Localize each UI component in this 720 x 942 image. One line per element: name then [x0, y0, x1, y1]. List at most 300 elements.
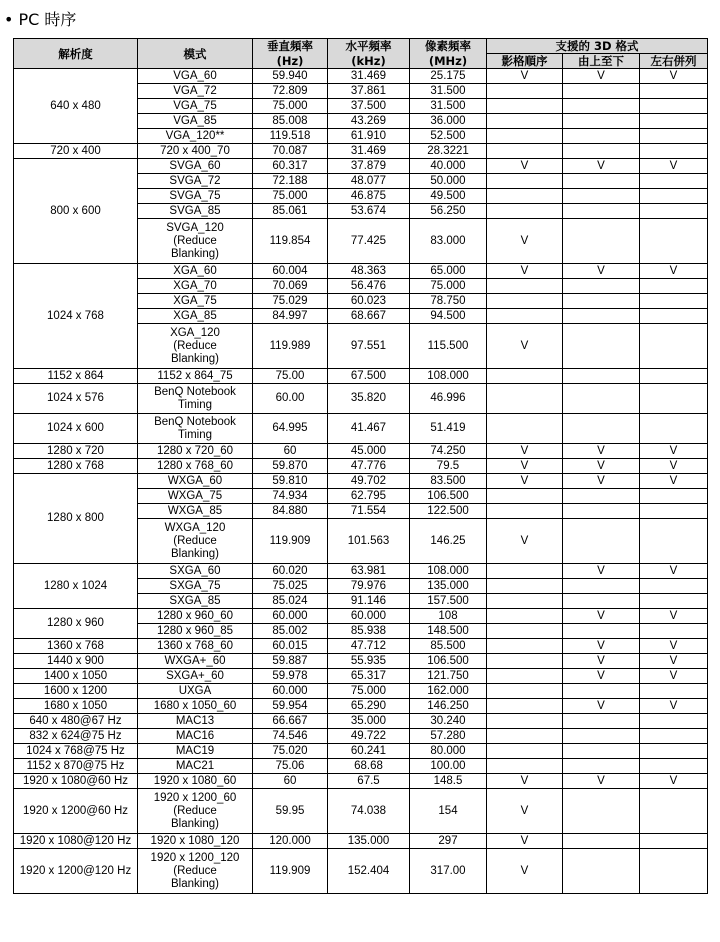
horizontal-frequency-cell: 31.469 [328, 144, 410, 159]
table-row [14, 144, 708, 159]
horizontal-frequency-cell: 56.476 [328, 279, 410, 294]
top-bottom-cell [563, 789, 640, 834]
top-bottom-cell [563, 849, 640, 894]
frame-sequential-cell [487, 669, 563, 684]
mode-cell: UXGA [138, 684, 253, 699]
mode-cell: XGA_70 [138, 279, 253, 294]
pixel-frequency-cell: 122.500 [410, 504, 487, 519]
vertical-frequency-cell: 85.008 [253, 114, 328, 129]
vertical-frequency-cell: 60.000 [253, 684, 328, 699]
frame-sequential-cell [487, 684, 563, 699]
vertical-frequency-cell: 85.002 [253, 624, 328, 639]
horizontal-frequency-cell: 67.5 [328, 774, 410, 789]
horizontal-frequency-cell: 68.68 [328, 759, 410, 774]
side-by-side-cell [640, 789, 708, 834]
frame-sequential-cell: V [487, 519, 563, 564]
frame-sequential-cell [487, 639, 563, 654]
frame-sequential-cell: V [487, 444, 563, 459]
side-by-side-cell: V [640, 774, 708, 789]
pixel-frequency-cell: 100.00 [410, 759, 487, 774]
frame-sequential-cell [487, 714, 563, 729]
top-bottom-cell [563, 384, 640, 414]
vertical-frequency-cell: 60.00 [253, 384, 328, 414]
pixel-frequency-cell: 108 [410, 609, 487, 624]
table-row [14, 369, 708, 384]
horizontal-frequency-cell: 65.290 [328, 699, 410, 714]
table-row [14, 789, 708, 834]
horizontal-frequency-cell: 31.469 [328, 69, 410, 84]
table-row [14, 69, 708, 84]
vertical-frequency-cell: 85.024 [253, 594, 328, 609]
frame-sequential-cell [487, 489, 563, 504]
pixel-frequency-cell: 30.240 [410, 714, 487, 729]
mode-cell: WXGA_75 [138, 489, 253, 504]
pc-timing-table [13, 38, 708, 894]
mode-cell: 1280 x 720_60 [138, 444, 253, 459]
top-bottom-cell: V [563, 159, 640, 174]
header-horizontal-frequency: 水平頻率 [328, 39, 410, 54]
top-bottom-cell: V [563, 444, 640, 459]
top-bottom-cell [563, 144, 640, 159]
horizontal-frequency-cell: 43.269 [328, 114, 410, 129]
vertical-frequency-cell: 74.934 [253, 489, 328, 504]
header-vertical-frequency: 垂直頻率 [253, 39, 328, 54]
mode-cell: MAC16 [138, 729, 253, 744]
resolution-cell: 1920 x 1080@60 Hz [14, 774, 138, 789]
top-bottom-cell [563, 174, 640, 189]
frame-sequential-cell [487, 99, 563, 114]
top-bottom-cell [563, 369, 640, 384]
resolution-cell: 1920 x 1200@120 Hz [14, 849, 138, 894]
mode-cell: 1360 x 768_60 [138, 639, 253, 654]
pixel-frequency-cell: 106.500 [410, 654, 487, 669]
vertical-frequency-cell: 119.854 [253, 219, 328, 264]
table-row [14, 414, 708, 444]
horizontal-frequency-cell: 37.861 [328, 84, 410, 99]
mode-cell: SVGA_72 [138, 174, 253, 189]
top-bottom-cell [563, 624, 640, 639]
mode-cell: MAC13 [138, 714, 253, 729]
header-top-bottom: 由上至下 [563, 54, 640, 69]
horizontal-frequency-cell: 55.935 [328, 654, 410, 669]
resolution-cell: 1280 x 1024 [14, 564, 138, 609]
pixel-frequency-cell: 56.250 [410, 204, 487, 219]
top-bottom-cell [563, 279, 640, 294]
top-bottom-cell: V [563, 459, 640, 474]
side-by-side-cell [640, 384, 708, 414]
horizontal-frequency-cell: 35.000 [328, 714, 410, 729]
pixel-frequency-cell: 25.175 [410, 69, 487, 84]
horizontal-frequency-cell: 45.000 [328, 444, 410, 459]
vertical-frequency-cell: 59.887 [253, 654, 328, 669]
horizontal-frequency-cell: 135.000 [328, 834, 410, 849]
top-bottom-cell: V [563, 609, 640, 624]
side-by-side-cell [640, 489, 708, 504]
frame-sequential-cell [487, 579, 563, 594]
vertical-frequency-cell: 59.95 [253, 789, 328, 834]
side-by-side-cell [640, 579, 708, 594]
vertical-frequency-cell: 119.518 [253, 129, 328, 144]
pixel-frequency-cell: 146.250 [410, 699, 487, 714]
pixel-frequency-cell: 85.500 [410, 639, 487, 654]
frame-sequential-cell: V [487, 159, 563, 174]
vertical-frequency-cell: 64.995 [253, 414, 328, 444]
table-row [14, 714, 708, 729]
frame-sequential-cell: V [487, 264, 563, 279]
resolution-cell: 1280 x 960 [14, 609, 138, 639]
top-bottom-cell [563, 129, 640, 144]
pixel-frequency-cell: 51.419 [410, 414, 487, 444]
pixel-frequency-cell: 83.500 [410, 474, 487, 489]
frame-sequential-cell [487, 129, 563, 144]
vertical-frequency-cell: 75.020 [253, 744, 328, 759]
resolution-cell: 1024 x 768@75 Hz [14, 744, 138, 759]
mode-cell: SVGA_120 (Reduce Blanking) [138, 219, 253, 264]
frame-sequential-cell: V [487, 219, 563, 264]
vertical-frequency-cell: 60.020 [253, 564, 328, 579]
vertical-frequency-cell: 75.000 [253, 99, 328, 114]
table-row [14, 444, 708, 459]
pixel-frequency-cell: 106.500 [410, 489, 487, 504]
frame-sequential-cell [487, 144, 563, 159]
top-bottom-cell [563, 489, 640, 504]
vertical-frequency-cell: 84.997 [253, 309, 328, 324]
top-bottom-cell [563, 324, 640, 369]
mode-cell: 1920 x 1080_120 [138, 834, 253, 849]
frame-sequential-cell [487, 294, 563, 309]
top-bottom-cell: V [563, 264, 640, 279]
top-bottom-cell: V [563, 669, 640, 684]
vertical-frequency-cell: 70.087 [253, 144, 328, 159]
frame-sequential-cell: V [487, 774, 563, 789]
mode-cell: WXGA_60 [138, 474, 253, 489]
horizontal-frequency-cell: 101.563 [328, 519, 410, 564]
pixel-frequency-cell: 115.500 [410, 324, 487, 369]
vertical-frequency-cell: 75.00 [253, 369, 328, 384]
pixel-frequency-cell: 28.3221 [410, 144, 487, 159]
vertical-frequency-cell: 119.989 [253, 324, 328, 369]
vertical-frequency-cell: 60.000 [253, 609, 328, 624]
side-by-side-cell [640, 174, 708, 189]
vertical-frequency-cell: 72.188 [253, 174, 328, 189]
pixel-frequency-cell: 148.5 [410, 774, 487, 789]
horizontal-frequency-cell: 77.425 [328, 219, 410, 264]
top-bottom-cell: V [563, 69, 640, 84]
pixel-frequency-cell: 80.000 [410, 744, 487, 759]
frame-sequential-cell [487, 609, 563, 624]
top-bottom-cell [563, 729, 640, 744]
pixel-frequency-cell: 162.000 [410, 684, 487, 699]
table-row [14, 744, 708, 759]
pixel-frequency-cell: 74.250 [410, 444, 487, 459]
side-by-side-cell [640, 189, 708, 204]
table-row [14, 669, 708, 684]
top-bottom-cell [563, 519, 640, 564]
top-bottom-cell [563, 714, 640, 729]
pixel-frequency-cell: 317.00 [410, 849, 487, 894]
vertical-frequency-cell: 75.029 [253, 294, 328, 309]
side-by-side-cell [640, 759, 708, 774]
frame-sequential-cell [487, 624, 563, 639]
mode-cell: 720 x 400_70 [138, 144, 253, 159]
frame-sequential-cell [487, 564, 563, 579]
vertical-frequency-cell: 59.940 [253, 69, 328, 84]
side-by-side-cell [640, 834, 708, 849]
frame-sequential-cell [487, 279, 563, 294]
frame-sequential-cell [487, 204, 563, 219]
side-by-side-cell: V [640, 564, 708, 579]
side-by-side-cell: V [640, 609, 708, 624]
frame-sequential-cell [487, 699, 563, 714]
side-by-side-cell [640, 684, 708, 699]
resolution-cell: 1920 x 1200@60 Hz [14, 789, 138, 834]
resolution-cell: 1280 x 768 [14, 459, 138, 474]
horizontal-frequency-cell: 74.038 [328, 789, 410, 834]
resolution-cell: 1024 x 768 [14, 264, 138, 369]
horizontal-frequency-cell: 65.317 [328, 669, 410, 684]
top-bottom-cell: V [563, 774, 640, 789]
vertical-frequency-cell: 59.978 [253, 669, 328, 684]
horizontal-frequency-cell: 49.702 [328, 474, 410, 489]
side-by-side-cell [640, 849, 708, 894]
side-by-side-cell: V [640, 69, 708, 84]
side-by-side-cell: V [640, 159, 708, 174]
horizontal-frequency-cell: 35.820 [328, 384, 410, 414]
horizontal-frequency-cell: 41.467 [328, 414, 410, 444]
side-by-side-cell [640, 309, 708, 324]
horizontal-frequency-cell: 97.551 [328, 324, 410, 369]
top-bottom-cell: V [563, 654, 640, 669]
pixel-frequency-cell: 36.000 [410, 114, 487, 129]
frame-sequential-cell [487, 369, 563, 384]
top-bottom-cell [563, 759, 640, 774]
horizontal-frequency-cell: 48.077 [328, 174, 410, 189]
pixel-frequency-cell: 31.500 [410, 99, 487, 114]
side-by-side-cell [640, 369, 708, 384]
table-row [14, 474, 708, 489]
header-horizontal-frequency-unit: (kHz) [328, 54, 410, 69]
horizontal-frequency-cell: 60.023 [328, 294, 410, 309]
table-row [14, 849, 708, 894]
side-by-side-cell: V [640, 474, 708, 489]
mode-cell: SXGA_75 [138, 579, 253, 594]
side-by-side-cell: V [640, 699, 708, 714]
vertical-frequency-cell: 119.909 [253, 519, 328, 564]
pixel-frequency-cell: 94.500 [410, 309, 487, 324]
table-row [14, 759, 708, 774]
resolution-cell: 800 x 600 [14, 159, 138, 264]
horizontal-frequency-cell: 53.674 [328, 204, 410, 219]
side-by-side-cell: V [640, 654, 708, 669]
frame-sequential-cell [487, 174, 563, 189]
horizontal-frequency-cell: 71.554 [328, 504, 410, 519]
side-by-side-cell [640, 114, 708, 129]
frame-sequential-cell [487, 114, 563, 129]
frame-sequential-cell: V [487, 849, 563, 894]
horizontal-frequency-cell: 63.981 [328, 564, 410, 579]
pixel-frequency-cell: 108.000 [410, 369, 487, 384]
side-by-side-cell [640, 729, 708, 744]
table-row [14, 159, 708, 174]
pixel-frequency-cell: 65.000 [410, 264, 487, 279]
vertical-frequency-cell: 72.809 [253, 84, 328, 99]
horizontal-frequency-cell: 46.875 [328, 189, 410, 204]
side-by-side-cell [640, 414, 708, 444]
side-by-side-cell: V [640, 444, 708, 459]
mode-cell: VGA_72 [138, 84, 253, 99]
frame-sequential-cell [487, 759, 563, 774]
side-by-side-cell [640, 219, 708, 264]
mode-cell: BenQ Notebook Timing [138, 384, 253, 414]
horizontal-frequency-cell: 47.776 [328, 459, 410, 474]
vertical-frequency-cell: 60.317 [253, 159, 328, 174]
resolution-cell: 1680 x 1050 [14, 699, 138, 714]
side-by-side-cell: V [640, 669, 708, 684]
frame-sequential-cell [487, 729, 563, 744]
side-by-side-cell: V [640, 459, 708, 474]
vertical-frequency-cell: 75.06 [253, 759, 328, 774]
frame-sequential-cell: V [487, 834, 563, 849]
pixel-frequency-cell: 50.000 [410, 174, 487, 189]
pixel-frequency-cell: 108.000 [410, 564, 487, 579]
mode-cell: MAC21 [138, 759, 253, 774]
vertical-frequency-cell: 75.000 [253, 189, 328, 204]
header-resolution: 解析度 [14, 39, 138, 69]
resolution-cell: 720 x 400 [14, 144, 138, 159]
resolution-cell: 1152 x 864 [14, 369, 138, 384]
mode-cell: 1280 x 960_60 [138, 609, 253, 624]
header-side-by-side: 左右併列 [640, 54, 708, 69]
table-row [14, 384, 708, 414]
side-by-side-cell [640, 519, 708, 564]
table-row [14, 774, 708, 789]
vertical-frequency-cell: 85.061 [253, 204, 328, 219]
mode-cell: MAC19 [138, 744, 253, 759]
table-row [14, 699, 708, 714]
pixel-frequency-cell: 49.500 [410, 189, 487, 204]
horizontal-frequency-cell: 48.363 [328, 264, 410, 279]
header-mode: 模式 [138, 39, 253, 69]
side-by-side-cell [640, 504, 708, 519]
side-by-side-cell [640, 204, 708, 219]
top-bottom-cell: V [563, 474, 640, 489]
horizontal-frequency-cell: 67.500 [328, 369, 410, 384]
mode-cell: 1920 x 1200_120 (Reduce Blanking) [138, 849, 253, 894]
mode-cell: SVGA_60 [138, 159, 253, 174]
header-frame-sequential: 影格順序 [487, 54, 563, 69]
pixel-frequency-cell: 121.750 [410, 669, 487, 684]
mode-cell: XGA_85 [138, 309, 253, 324]
frame-sequential-cell: V [487, 789, 563, 834]
mode-cell: XGA_120 (Reduce Blanking) [138, 324, 253, 369]
top-bottom-cell [563, 504, 640, 519]
side-by-side-cell [640, 624, 708, 639]
header-3d-formats: 支援的 3D 格式 [487, 39, 708, 54]
horizontal-frequency-cell: 60.000 [328, 609, 410, 624]
top-bottom-cell [563, 84, 640, 99]
horizontal-frequency-cell: 91.146 [328, 594, 410, 609]
table-row [14, 564, 708, 579]
frame-sequential-cell: V [487, 459, 563, 474]
mode-cell: SXGA+_60 [138, 669, 253, 684]
pixel-frequency-cell: 52.500 [410, 129, 487, 144]
frame-sequential-cell [487, 504, 563, 519]
table-row [14, 729, 708, 744]
side-by-side-cell [640, 129, 708, 144]
pixel-frequency-cell: 157.500 [410, 594, 487, 609]
frame-sequential-cell [487, 189, 563, 204]
frame-sequential-cell: V [487, 324, 563, 369]
pixel-frequency-cell: 75.000 [410, 279, 487, 294]
mode-cell: SXGA_60 [138, 564, 253, 579]
mode-cell: 1920 x 1200_60 (Reduce Blanking) [138, 789, 253, 834]
side-by-side-cell: V [640, 264, 708, 279]
horizontal-frequency-cell: 152.404 [328, 849, 410, 894]
header-vertical-frequency-unit: (Hz) [253, 54, 328, 69]
frame-sequential-cell: V [487, 69, 563, 84]
horizontal-frequency-cell: 79.976 [328, 579, 410, 594]
top-bottom-cell [563, 309, 640, 324]
resolution-cell: 832 x 624@75 Hz [14, 729, 138, 744]
side-by-side-cell [640, 279, 708, 294]
mode-cell: BenQ Notebook Timing [138, 414, 253, 444]
top-bottom-cell: V [563, 639, 640, 654]
header-pixel-frequency-unit: (MHz) [410, 54, 487, 69]
horizontal-frequency-cell: 85.938 [328, 624, 410, 639]
top-bottom-cell: V [563, 699, 640, 714]
mode-cell: VGA_85 [138, 114, 253, 129]
table-row [14, 264, 708, 279]
mode-cell: 1920 x 1080_60 [138, 774, 253, 789]
horizontal-frequency-cell: 75.000 [328, 684, 410, 699]
mode-cell: 1680 x 1050_60 [138, 699, 253, 714]
horizontal-frequency-cell: 60.241 [328, 744, 410, 759]
side-by-side-cell [640, 714, 708, 729]
horizontal-frequency-cell: 47.712 [328, 639, 410, 654]
resolution-cell: 1152 x 870@75 Hz [14, 759, 138, 774]
table-row [14, 684, 708, 699]
vertical-frequency-cell: 60 [253, 774, 328, 789]
vertical-frequency-cell: 60.004 [253, 264, 328, 279]
top-bottom-cell [563, 114, 640, 129]
mode-cell: SVGA_75 [138, 189, 253, 204]
resolution-cell: 1400 x 1050 [14, 669, 138, 684]
top-bottom-cell: V [563, 564, 640, 579]
top-bottom-cell [563, 744, 640, 759]
mode-cell: XGA_60 [138, 264, 253, 279]
pixel-frequency-cell: 46.996 [410, 384, 487, 414]
resolution-cell: 1440 x 900 [14, 654, 138, 669]
resolution-cell: 640 x 480@67 Hz [14, 714, 138, 729]
resolution-cell: 1920 x 1080@120 Hz [14, 834, 138, 849]
mode-cell: SXGA_85 [138, 594, 253, 609]
table-row [14, 459, 708, 474]
mode-cell: VGA_75 [138, 99, 253, 114]
horizontal-frequency-cell: 62.795 [328, 489, 410, 504]
mode-cell: XGA_75 [138, 294, 253, 309]
pixel-frequency-cell: 79.5 [410, 459, 487, 474]
vertical-frequency-cell: 70.069 [253, 279, 328, 294]
pixel-frequency-cell: 154 [410, 789, 487, 834]
top-bottom-cell [563, 414, 640, 444]
horizontal-frequency-cell: 61.910 [328, 129, 410, 144]
horizontal-frequency-cell: 37.500 [328, 99, 410, 114]
pixel-frequency-cell: 297 [410, 834, 487, 849]
mode-cell: 1152 x 864_75 [138, 369, 253, 384]
resolution-cell: 1280 x 800 [14, 474, 138, 564]
pixel-frequency-cell: 31.500 [410, 84, 487, 99]
pixel-frequency-cell: 148.500 [410, 624, 487, 639]
